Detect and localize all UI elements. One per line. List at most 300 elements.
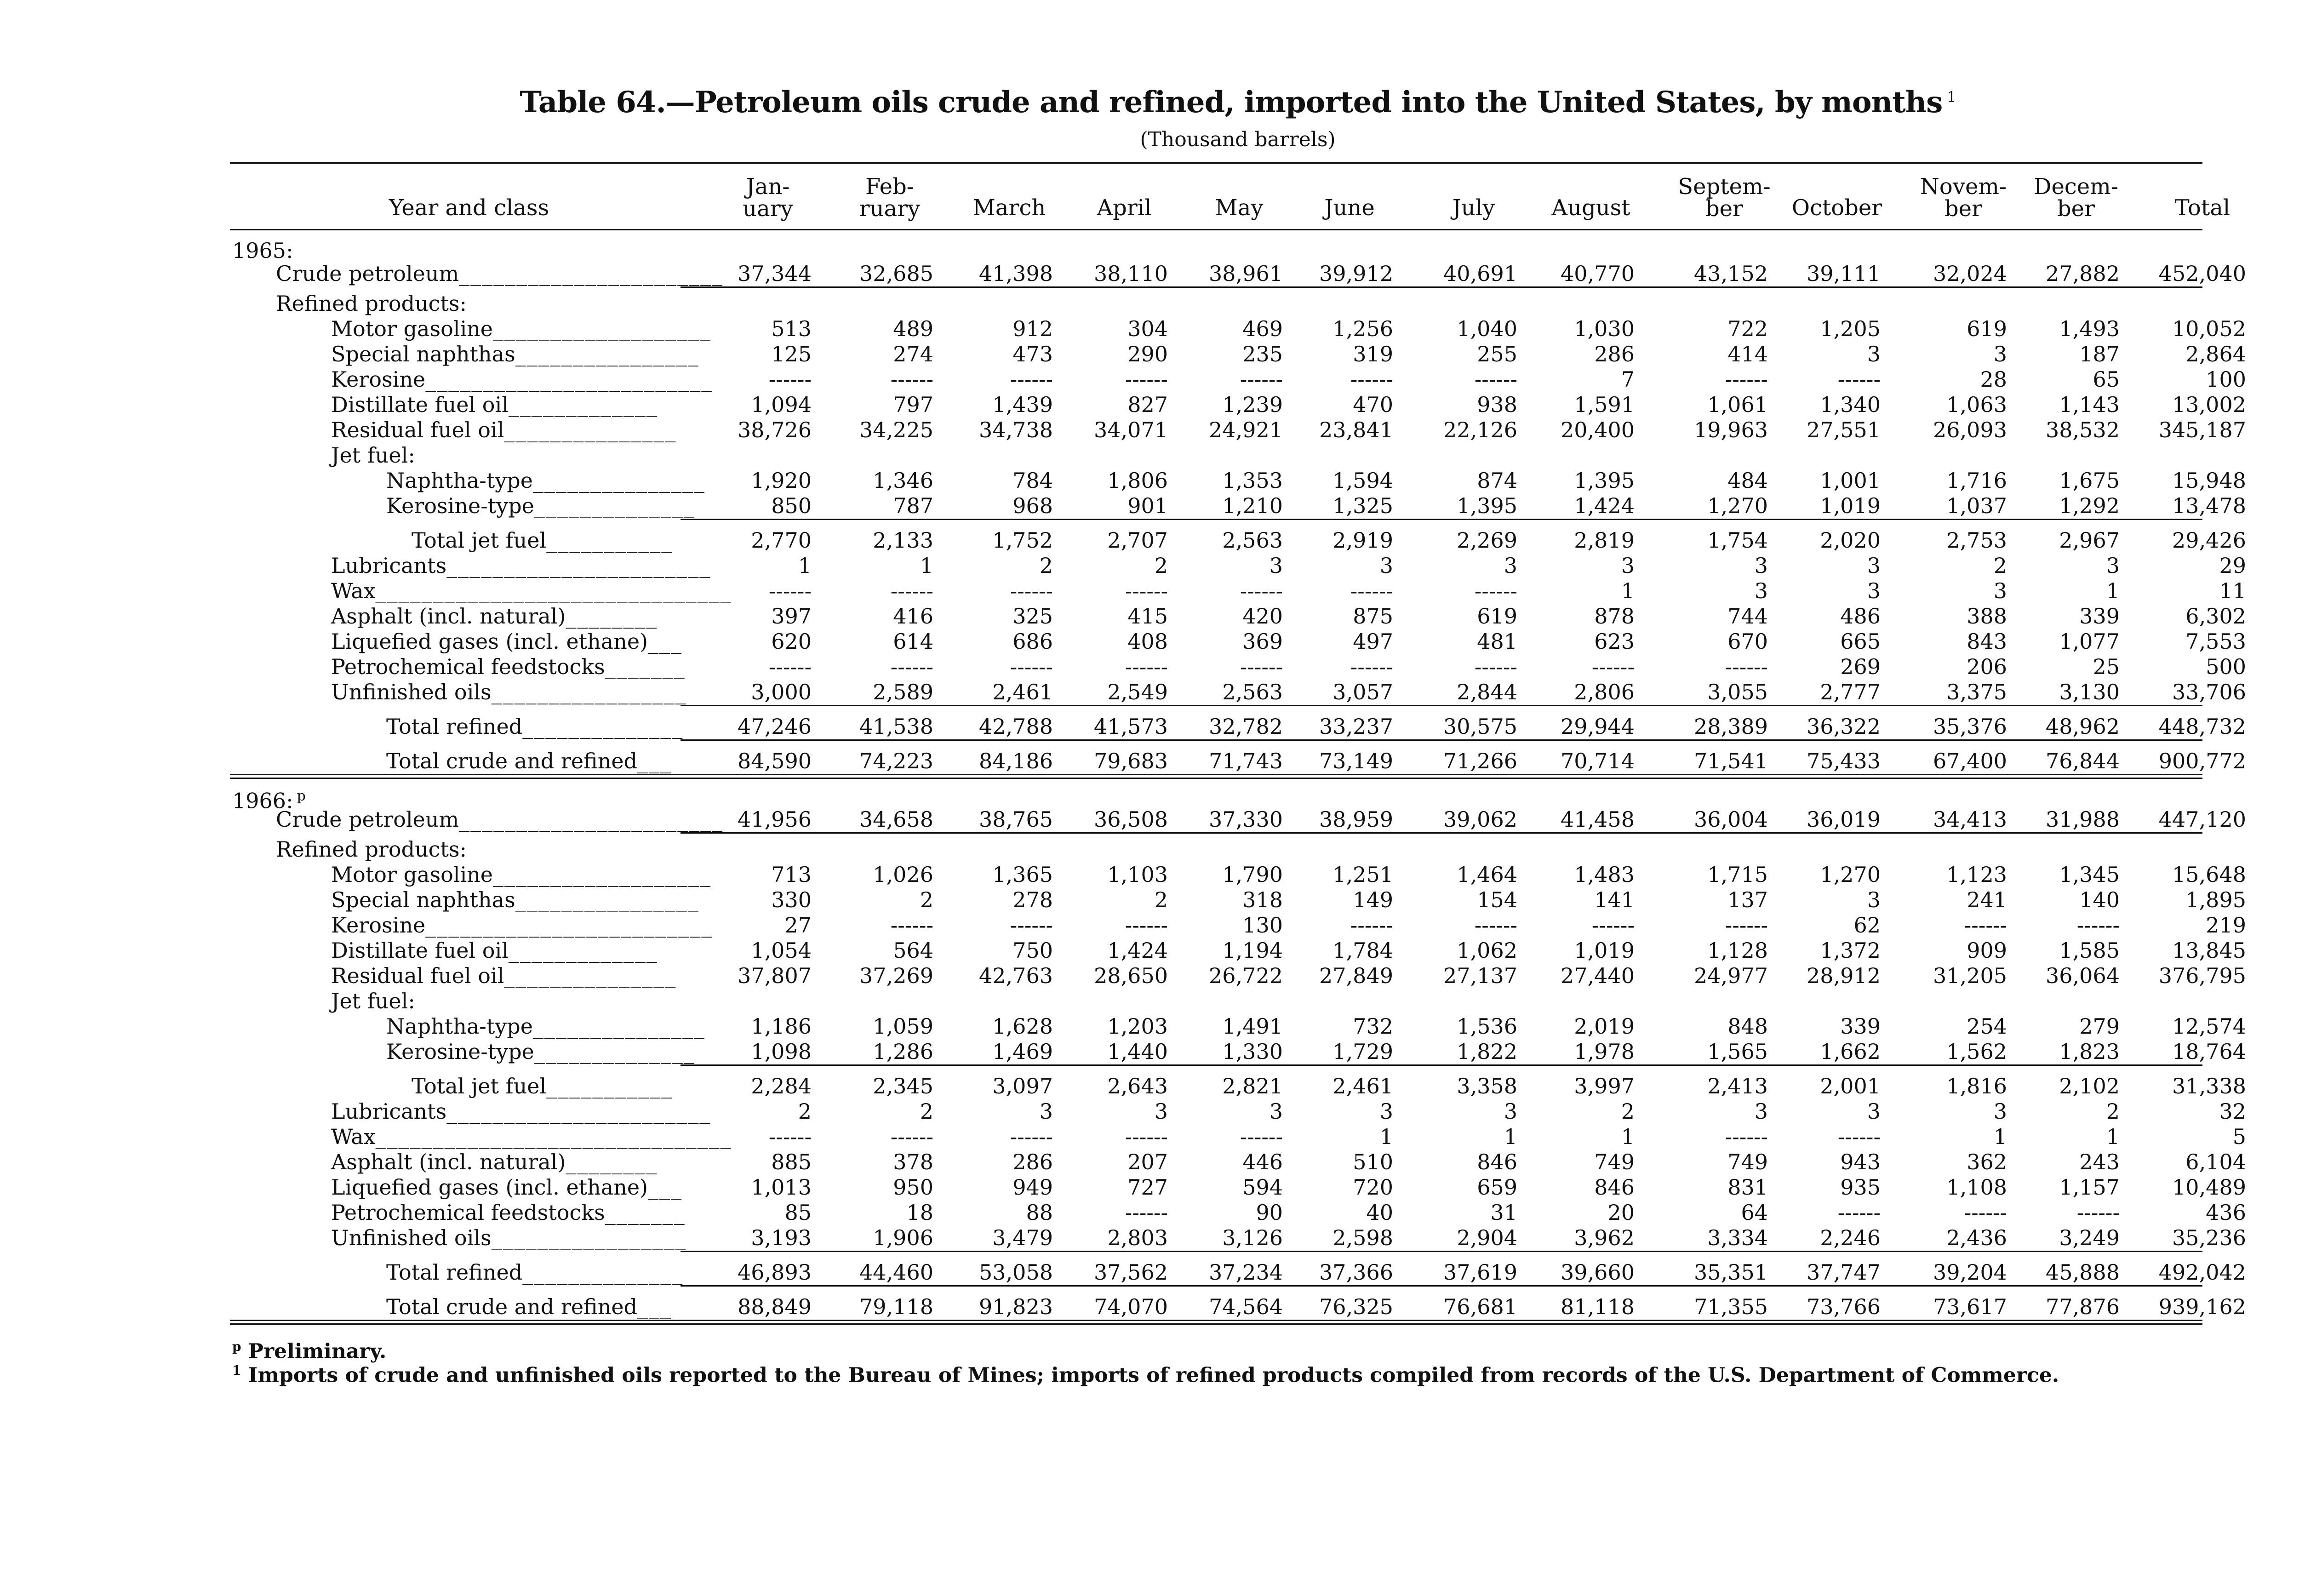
table-cell: ------ (2076, 1200, 2120, 1225)
table-cell: 2,020 (1820, 528, 1881, 553)
table-cell: 620 (771, 629, 812, 654)
table-cell: 1,895 (2185, 887, 2246, 912)
table-cell: 1,019 (1574, 938, 1635, 963)
table-cell: 939,162 (2158, 1294, 2246, 1319)
row-label: Petrochemical feedstocks_______ (331, 654, 686, 679)
dot-leader: _______________________ (459, 807, 724, 832)
table-cell: 447,120 (2158, 807, 2246, 832)
footnote-text: Preliminary. (241, 1339, 387, 1363)
table-cell: ------ (1725, 654, 1768, 679)
table-cell: 85 (784, 1200, 812, 1225)
table-cell: 1,251 (1333, 862, 1393, 887)
table-cell: 64 (1741, 1200, 1768, 1225)
table-cell: 22,126 (1443, 418, 1517, 442)
table-rule (230, 1320, 2202, 1321)
table-cell: 2,133 (873, 528, 933, 553)
table-cell: 1,040 (1457, 316, 1517, 341)
table-cell: ------ (1964, 1200, 2007, 1225)
table-subtitle: (Thousand barrels) (1140, 128, 1336, 151)
table-cell: 943 (1840, 1150, 1881, 1174)
table-cell: 1,270 (1820, 862, 1881, 887)
table-cell: 1,186 (751, 1014, 812, 1039)
table-cell: 1,108 (1946, 1175, 2007, 1200)
table-cell: 26,722 (1209, 963, 1283, 988)
table-cell: 1,270 (1707, 493, 1768, 518)
dot-leader: _______________________ (446, 1099, 711, 1124)
table-cell: 878 (1594, 604, 1635, 629)
table-cell: 2 (920, 1099, 933, 1124)
table-cell: 29,944 (1561, 714, 1635, 739)
table-cell: ------ (768, 1124, 812, 1149)
table-cell: ------ (890, 578, 933, 603)
header-line: October (1791, 195, 1882, 221)
table-cell: 35,236 (2172, 1225, 2246, 1250)
table-rule (230, 774, 2202, 775)
header-july (1421, 197, 1527, 219)
table-cell: 3 (1039, 1099, 1053, 1124)
table-cell: 1,143 (2059, 392, 2120, 417)
table-cell: ------ (1125, 654, 1168, 679)
header-line: July (1452, 195, 1495, 221)
table-cell: 3 (1867, 1099, 1881, 1124)
row-label: Naphtha-type_______________ (386, 1014, 705, 1039)
table-cell: 1,205 (1820, 316, 1881, 341)
table-cell: ------ (1964, 913, 2007, 938)
table-cell: 1,978 (1574, 1039, 1635, 1064)
table-cell: 2,102 (2059, 1074, 2120, 1098)
table-cell: 3 (1754, 578, 1768, 603)
table-cell: 3 (1504, 553, 1517, 578)
table-cell: 1,591 (1574, 392, 1635, 417)
table-cell: 414 (1727, 342, 1768, 366)
table-cell: 2,777 (1820, 680, 1881, 704)
row-label: Asphalt (incl. natural)________ (331, 604, 658, 629)
table-cell: 1 (1379, 1124, 1393, 1149)
row-label: Motor gasoline___________________ (331, 862, 712, 887)
table-rule (681, 519, 2202, 520)
dot-leader: ______________ (522, 1260, 684, 1285)
table-cell: 62 (1853, 913, 1881, 938)
table-cell: 36,019 (1807, 807, 1881, 832)
table-cell: 2,967 (2059, 528, 2120, 553)
header-line: ruary (859, 196, 921, 222)
table-cell: ------ (1474, 367, 1517, 392)
table-cell: 1,123 (1946, 862, 2007, 887)
table-cell: 36,508 (1094, 807, 1168, 832)
table-cell: 1,715 (1707, 862, 1768, 887)
table-cell: 12,574 (2172, 1014, 2246, 1039)
table-cell: 1,365 (992, 862, 1053, 887)
table-cell: ------ (1010, 654, 1053, 679)
table-cell: 330 (771, 887, 812, 912)
table-cell: 44,460 (859, 1260, 933, 1285)
table-cell: 26,093 (1933, 418, 2007, 442)
table-cell: 141 (1594, 887, 1635, 912)
table-cell: 1,256 (1333, 316, 1393, 341)
header-line: June (1324, 195, 1375, 221)
dot-leader: _____________ (508, 938, 658, 963)
table-cell: 76,844 (2046, 749, 2120, 773)
table-cell: 513 (771, 316, 812, 341)
table-cell: 1,536 (1457, 1014, 1517, 1039)
table-cell: 594 (1242, 1175, 1283, 1200)
table-cell: 1,013 (751, 1175, 812, 1200)
table-cell: 1,594 (1333, 468, 1393, 493)
table-cell: ------ (1350, 654, 1393, 679)
table-cell: 486 (1840, 604, 1881, 629)
table-cell: 1,424 (1107, 938, 1168, 963)
row-label: Total crude and refined___ (386, 1294, 672, 1319)
header-line: Feb- (865, 174, 915, 200)
table-cell: ------ (1837, 367, 1881, 392)
table-cell: 1,464 (1457, 862, 1517, 887)
table-cell: 3,358 (1457, 1074, 1517, 1098)
table-cell: 1,439 (992, 392, 1053, 417)
table-cell: 2,549 (1107, 680, 1168, 704)
table-cell: 1,395 (1457, 493, 1517, 518)
table-cell: 1 (2106, 1124, 2120, 1149)
dot-leader: _______________ (532, 468, 705, 493)
table-cell: 1,372 (1820, 938, 1881, 963)
table-cell: 1,806 (1107, 468, 1168, 493)
table-cell: ------ (1350, 367, 1393, 392)
table-cell: 345,187 (2158, 418, 2246, 442)
table-cell: 255 (1477, 342, 1517, 366)
header-line: Jan- (746, 174, 790, 200)
table-cell: 3,000 (751, 680, 812, 704)
table-cell: 42,763 (979, 963, 1053, 988)
table-cell: 74,070 (1094, 1294, 1168, 1319)
table-cell: 1,330 (1222, 1039, 1283, 1064)
table-cell: ------ (1240, 578, 1283, 603)
table-cell: 41,398 (979, 261, 1053, 286)
header-line: Novem- (1920, 174, 2007, 200)
dot-leader: _______ (605, 1200, 686, 1225)
table-cell: ------ (890, 367, 933, 392)
table-cell: 137 (1727, 887, 1768, 912)
table-rule (230, 229, 2202, 230)
header-year-and-class (239, 197, 699, 219)
dot-leader: _______________ (532, 1014, 705, 1039)
table-cell: 1 (1993, 1124, 2007, 1149)
table-cell: 2,919 (1333, 528, 1393, 553)
table-cell: 37,366 (1319, 1260, 1393, 1285)
table-cell: 2 (1993, 553, 2007, 578)
table-cell: 1,822 (1457, 1039, 1517, 1064)
table-cell: 53,058 (979, 1260, 1053, 1285)
table-cell: ------ (1350, 913, 1393, 938)
dot-leader: ___________ (546, 528, 673, 553)
table-cell: 397 (771, 604, 812, 629)
row-label: Petrochemical feedstocks_______ (331, 1200, 686, 1225)
table-cell: 470 (1353, 392, 1393, 417)
table-cell: 1,346 (873, 468, 933, 493)
table-cell: 10,052 (2172, 316, 2246, 341)
table-cell: 31 (1490, 1200, 1517, 1225)
table-cell: 81,118 (1561, 1294, 1635, 1319)
table-cell: 3,097 (992, 1074, 1053, 1098)
table-cell: 3 (1867, 342, 1881, 366)
dot-leader: _______________ (504, 418, 677, 442)
table-cell: 23,841 (1319, 418, 1393, 442)
table-cell: 1,030 (1574, 316, 1635, 341)
table-cell: 1,353 (1222, 468, 1283, 493)
row-label: Total crude and refined___ (386, 749, 672, 773)
table-cell: 3,997 (1574, 1074, 1635, 1098)
table-cell: 1,754 (1707, 528, 1768, 553)
table-cell: 3 (1621, 553, 1635, 578)
table-cell: 37,619 (1443, 1260, 1517, 1285)
header-june (1297, 197, 1402, 219)
header-line: ber (1705, 196, 1744, 222)
table-cell: 304 (1127, 316, 1168, 341)
table-cell: 290 (1127, 342, 1168, 366)
row-label: Residual fuel oil_______________ (331, 418, 677, 442)
row-label: Jet fuel: (331, 989, 415, 1013)
table-cell: ------ (1125, 578, 1168, 603)
table-cell: 2 (1154, 887, 1168, 912)
table-cell: 235 (1242, 342, 1283, 366)
table-cell: 28,389 (1694, 714, 1768, 739)
dot-leader: ___ (648, 629, 683, 654)
table-cell: 88,849 (738, 1294, 812, 1319)
table-cell: 31,338 (2172, 1074, 2246, 1098)
header-february (837, 176, 943, 220)
table-cell: 1,491 (1222, 1014, 1283, 1039)
table-cell: 41,538 (859, 714, 933, 739)
table-cell: 1,920 (751, 468, 812, 493)
table-cell: 1,790 (1222, 862, 1283, 887)
table-cell: 1,059 (873, 1014, 933, 1039)
table-cell: 325 (1012, 604, 1053, 629)
table-cell: 34,071 (1094, 418, 1168, 442)
table-cell: 38,959 (1319, 807, 1393, 832)
table-cell: 13,002 (2172, 392, 2246, 417)
table-cell: 1,395 (1574, 468, 1635, 493)
table-cell: 34,658 (859, 807, 933, 832)
row-label: Wax_______________________________ (331, 1124, 732, 1149)
table-cell: 665 (1840, 629, 1881, 654)
table-cell: 1,469 (992, 1039, 1053, 1064)
table-cell: 27,440 (1561, 963, 1635, 988)
table-cell: 29 (2219, 553, 2246, 578)
table-cell: 15,648 (2172, 862, 2246, 887)
dot-leader: ______________ (534, 1039, 695, 1064)
table-cell: 885 (771, 1150, 812, 1174)
table-cell: 130 (1242, 913, 1283, 938)
table-cell: 71,355 (1694, 1294, 1768, 1319)
table-cell: 1,210 (1222, 493, 1283, 518)
table-cell: 31,988 (2046, 807, 2120, 832)
table-cell: 1,483 (1574, 862, 1635, 887)
table-cell: 1,906 (873, 1225, 933, 1250)
table-cell: 448,732 (2158, 714, 2246, 739)
table-cell: 3,057 (1333, 680, 1393, 704)
table-cell: 286 (1012, 1150, 1053, 1174)
table-cell: 91,823 (979, 1294, 1053, 1319)
table-cell: 2,563 (1222, 680, 1283, 704)
table-cell: 27,882 (2046, 261, 2120, 286)
row-label: Refined products: (276, 837, 467, 862)
table-cell: ------ (890, 654, 933, 679)
table-cell: 6,104 (2185, 1150, 2246, 1174)
table-cell: 40,770 (1561, 261, 1635, 286)
table-cell: 39,912 (1319, 261, 1393, 286)
table-cell: 874 (1477, 468, 1517, 493)
header-line: May (1215, 195, 1264, 221)
table-cell: 38,110 (1094, 261, 1168, 286)
table-cell: 843 (1967, 629, 2007, 654)
table-cell: 2,821 (1222, 1074, 1283, 1098)
table-cell: 3 (1867, 553, 1881, 578)
dot-leader: ________ (566, 1150, 658, 1174)
dot-leader: _________________________ (425, 913, 713, 938)
table-rule (681, 1064, 2202, 1066)
table-cell: 187 (2079, 342, 2120, 366)
table-cell: 2,803 (1107, 1225, 1168, 1250)
table-rule (681, 705, 2202, 706)
table-cell: 140 (2079, 887, 2120, 912)
table-cell: ------ (1010, 367, 1053, 392)
table-cell: 2 (1621, 1099, 1635, 1124)
table-cell: 1,628 (992, 1014, 1053, 1039)
table-cell: 27 (784, 913, 812, 938)
table-cell: ------ (1125, 913, 1168, 938)
table-cell: 41,458 (1561, 807, 1635, 832)
table-cell: 1,026 (873, 862, 933, 887)
table-cell: 3,249 (2059, 1225, 2120, 1250)
table-cell: 3,055 (1707, 680, 1768, 704)
table-cell: 2,753 (1946, 528, 2007, 553)
table-cell: 1,061 (1707, 392, 1768, 417)
table-cell: ------ (1591, 654, 1635, 679)
table-cell: ------ (1010, 913, 1053, 938)
table-cell: 1,063 (1946, 392, 2007, 417)
table-cell: 436 (2206, 1200, 2246, 1225)
table-cell: 37,330 (1209, 807, 1283, 832)
row-label: Distillate fuel oil_____________ (331, 938, 658, 963)
table-cell: 1,675 (2059, 468, 2120, 493)
table-rule (681, 1285, 2202, 1287)
table-cell: 408 (1127, 629, 1168, 654)
table-cell: ------ (1837, 1200, 1881, 1225)
table-cell: 1,729 (1333, 1039, 1393, 1064)
table-cell: 1,292 (2059, 493, 2120, 518)
table-cell: 18,764 (2172, 1039, 2246, 1064)
table-cell: 13,478 (2172, 493, 2246, 518)
dot-leader: ___________ (546, 1074, 673, 1098)
table-cell: 11 (2219, 578, 2246, 603)
table-cell: 2 (920, 887, 933, 912)
table-cell: 1 (798, 553, 812, 578)
table-cell: 34,225 (859, 418, 933, 442)
dot-leader: _______________________ (446, 553, 711, 578)
table-cell: 1,286 (873, 1039, 933, 1064)
table-cell: 2,707 (1107, 528, 1168, 553)
row-label: Total jet fuel___________ (412, 1074, 673, 1098)
row-label: Unfinished oils_________________ (331, 1225, 687, 1250)
table-cell: 659 (1477, 1175, 1517, 1200)
table-cell: 35,376 (1933, 714, 2007, 739)
table-cell: 831 (1727, 1175, 1768, 1200)
table-cell: 827 (1127, 392, 1168, 417)
table-cell: ------ (768, 578, 812, 603)
table-cell: 39,062 (1443, 807, 1517, 832)
table-cell: 76,325 (1319, 1294, 1393, 1319)
table-cell: 1 (1504, 1124, 1517, 1149)
table-cell: 2 (2106, 1099, 2120, 1124)
row-label: Liquefied gases (incl. ethane)___ (331, 629, 683, 654)
table-cell: 614 (893, 629, 933, 654)
table-cell: 29,426 (2172, 528, 2246, 553)
table-cell: 846 (1477, 1150, 1517, 1174)
table-cell: 2,413 (1707, 1074, 1768, 1098)
table-cell: 3 (1993, 578, 2007, 603)
row-label: Special naphthas________________ (331, 887, 699, 912)
table-cell: 5 (2232, 1124, 2246, 1149)
table-cell: 243 (2079, 1150, 2120, 1174)
table-cell: 484 (1727, 468, 1768, 493)
table-cell: 39,660 (1561, 1260, 1635, 1285)
table-cell: 473 (1012, 342, 1053, 366)
table-cell: 6,302 (2185, 604, 2246, 629)
section-year: 1966: $^p$ (232, 788, 306, 813)
table-cell: 71,743 (1209, 749, 1283, 773)
row-label: Naphtha-type_______________ (386, 468, 705, 493)
table-cell: 154 (1477, 887, 1517, 912)
table-cell: 32,024 (1933, 261, 2007, 286)
dot-leader: ___ (637, 749, 672, 773)
table-cell: 45,888 (2046, 1260, 2120, 1285)
table-cell: 254 (1967, 1014, 2007, 1039)
table-cell: 37,807 (738, 963, 812, 988)
table-cell: 1,098 (751, 1039, 812, 1064)
table-cell: 75,433 (1807, 749, 1881, 773)
header-line: Total (2174, 195, 2230, 221)
table-cell: 74,223 (859, 749, 933, 773)
table-cell: ------ (768, 367, 812, 392)
header-line: uary (743, 196, 793, 222)
table-cell: 713 (771, 862, 812, 887)
table-cell: 3 (1379, 553, 1393, 578)
row-label: Liquefied gases (incl. ethane)___ (331, 1175, 683, 1200)
table-cell: 2,246 (1820, 1225, 1881, 1250)
table-cell: 1,054 (751, 938, 812, 963)
table-cell: 749 (1727, 1150, 1768, 1174)
table-cell: ------ (1125, 367, 1168, 392)
table-cell: 46,893 (738, 1260, 812, 1285)
table-cell: 846 (1594, 1175, 1635, 1200)
table-rule (681, 832, 2202, 834)
table-cell: 732 (1353, 1014, 1393, 1039)
header-october (1784, 197, 1890, 219)
table-cell: 1,094 (751, 392, 812, 417)
table-cell: 935 (1840, 1175, 1881, 1200)
table-cell: ------ (890, 913, 933, 938)
table-cell: 369 (1242, 629, 1283, 654)
row-label: Total refined______________ (386, 714, 684, 739)
table-cell: 18 (906, 1200, 933, 1225)
table-cell: 24,977 (1694, 963, 1768, 988)
table-cell: 286 (1594, 342, 1635, 366)
table-cell: 787 (893, 493, 933, 518)
table-cell: 32,782 (1209, 714, 1283, 739)
table-cell: 3,479 (992, 1225, 1053, 1250)
table-cell: 35,351 (1694, 1260, 1768, 1285)
header-line: Year and class (389, 195, 549, 221)
table-cell: 3 (1867, 887, 1881, 912)
table-cell: 43,152 (1694, 261, 1768, 286)
